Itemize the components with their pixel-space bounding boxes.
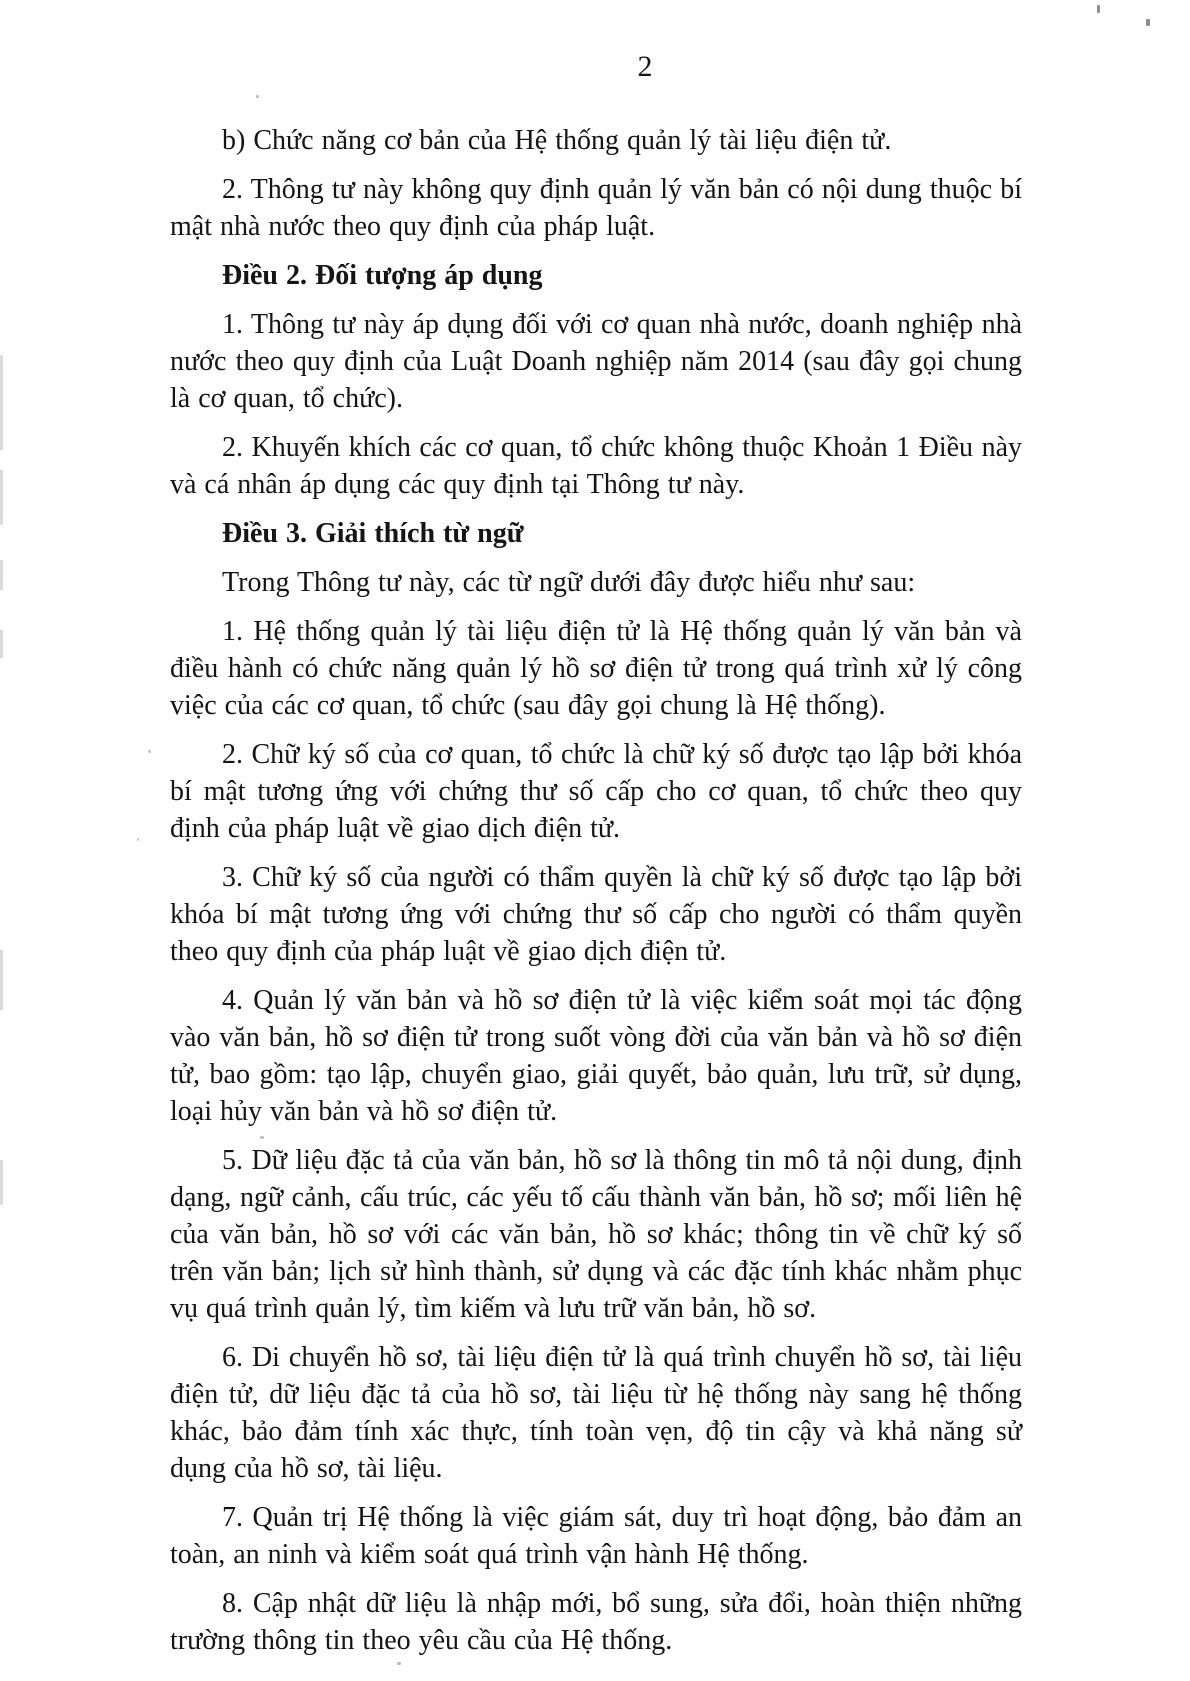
article-3-definition-5: 5. Dữ liệu đặc tả của văn bản, hồ sơ là thông tin mô tả nội dung, định dạng, ngữ cảnh, cấu trúc, các yếu tố cấu thành văn bản, hồ sơ; mối liên hệ của văn bản, hồ sơ với các văn bản, hồ sơ khác; thông tin về chữ ký số trên văn bản; lịch sử hình thành, sử dụng và các đặc tính khác nhằm phục vụ quá trình quản lý, tìm kiếm và lưu trữ văn bản, hồ sơ. bbox=[170, 1145, 1022, 1324]
scan-edge-streak bbox=[0, 470, 3, 525]
article-2-clause-1: 1. Thông tư này áp dụng đối với cơ quan nhà nước, doanh nghiệp nhà nước theo quy định của Luật Doanh nghiệp năm 2014 (sau đây gọi chung là cơ quan, tổ chức). bbox=[170, 309, 1022, 414]
scan-artifact bbox=[1146, 19, 1150, 26]
scan-artifact bbox=[256, 95, 259, 98]
scan-artifact bbox=[397, 1662, 401, 1665]
article-2-heading: Điều 2. Đối tượng áp dụng bbox=[222, 260, 543, 291]
scan-artifact bbox=[137, 838, 139, 841]
scan-artifact bbox=[1097, 5, 1100, 13]
scan-edge-streak bbox=[0, 630, 3, 658]
clause-1b: b) Chức năng cơ bản của Hệ thống quản lý tài liệu điện tử. bbox=[222, 125, 892, 156]
article-3-definition-1: 1. Hệ thống quản lý tài liệu điện tử là Hệ thống quản lý văn bản và điều hành có chức năng quản lý hồ sơ điện tử trong quá trình xử lý công việc của các cơ quan, tổ chức (sau đây gọi chung là Hệ thống). bbox=[170, 616, 1022, 721]
scan-edge-streak bbox=[0, 560, 3, 590]
article-2-clause-2: 2. Khuyến khích các cơ quan, tổ chức không thuộc Khoản 1 Điều này và cá nhân áp dụng các quy định tại Thông tư này. bbox=[170, 432, 1022, 500]
article-3-heading: Điều 3. Giải thích từ ngữ bbox=[222, 518, 524, 549]
article-3-definition-3: 3. Chữ ký số của người có thẩm quyền là chữ ký số được tạo lập bởi khóa bí mật tương ứng với chứng thư số cấp cho người có thẩm quyền theo quy định của pháp luật về giao dịch điện tử. bbox=[170, 862, 1022, 967]
scan-edge-streak bbox=[0, 950, 3, 1010]
scan-artifact bbox=[148, 750, 151, 753]
scan-artifact bbox=[260, 1136, 264, 1139]
document-body bbox=[170, 122, 1022, 1671]
article-3-definition-2: 2. Chữ ký số của cơ quan, tổ chức là chữ ký số được tạo lập bởi khóa bí mật tương ứng với chứng thư số cấp cho cơ quan, tổ chức theo quy định của pháp luật về giao dịch điện tử. bbox=[170, 739, 1022, 844]
page-number: 2 bbox=[637, 50, 653, 83]
scan-edge-streak bbox=[0, 1160, 3, 1205]
clause-1-2: 2. Thông tư này không quy định quản lý văn bản có nội dung thuộc bí mật nhà nước theo quy định của pháp luật. bbox=[170, 174, 1022, 242]
article-3-definition-8: 8. Cập nhật dữ liệu là nhập mới, bổ sung, sửa đổi, hoàn thiện những trường thông tin theo yêu cầu của Hệ thống. bbox=[170, 1588, 1022, 1656]
article-3-intro: Trong Thông tư này, các từ ngữ dưới đây được hiểu như sau: bbox=[222, 567, 916, 598]
article-3-definition-4: 4. Quản lý văn bản và hồ sơ điện tử là việc kiểm soát mọi tác động vào văn bản, hồ sơ điện tử trong suốt vòng đời của văn bản và hồ sơ điện tử, bao gồm: tạo lập, chuyển giao, giải quyết, bảo quản, lưu trữ, sử dụng, loại hủy văn bản và hồ sơ điện tử. bbox=[170, 985, 1022, 1127]
article-3-definition-6: 6. Di chuyển hồ sơ, tài liệu điện tử là quá trình chuyển hồ sơ, tài liệu điện tử, dữ liệu đặc tả của hồ sơ, tài liệu từ hệ thống này sang hệ thống khác, bảo đảm tính xác thực, tính toàn vẹn, độ tin cậy và khả năng sử dụng của hồ sơ, tài liệu. bbox=[170, 1342, 1022, 1484]
article-3-definition-7: 7. Quản trị Hệ thống là việc giám sát, duy trì hoạt động, bảo đảm an toàn, an ninh và kiểm soát quá trình vận hành Hệ thống. bbox=[170, 1502, 1022, 1570]
scan-edge-streak bbox=[0, 355, 3, 450]
